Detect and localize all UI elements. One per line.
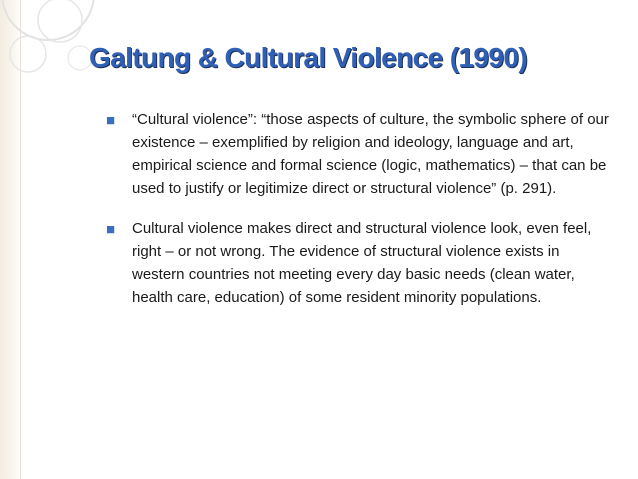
bullet-item: [106, 108, 616, 200]
bullet-item: [106, 217, 616, 309]
square-bullet-icon: ■: [106, 112, 116, 129]
square-bullet-icon: ■: [106, 221, 116, 238]
bullet-text: Cultural violence makes direct and structural violence look, even feel, right – or not wrong. The evidence of structural violence exists in western countries not meeting every day basic needs (clean water, health care, education) of some resident minority populations.: [132, 220, 592, 306]
bullet-text: “Cultural violence”: “those aspects of culture, the symbolic sphere of our existence – exemplified by religion and ideology, language and art, empirical science and formal science (logic, mathematics) – that can be used to justify or legitimize direct or structural violence” (p. 291).: [132, 111, 609, 197]
bullet-list: [106, 108, 616, 326]
slide-title: Galtung & Cultural Violence (1990): [89, 42, 528, 73]
